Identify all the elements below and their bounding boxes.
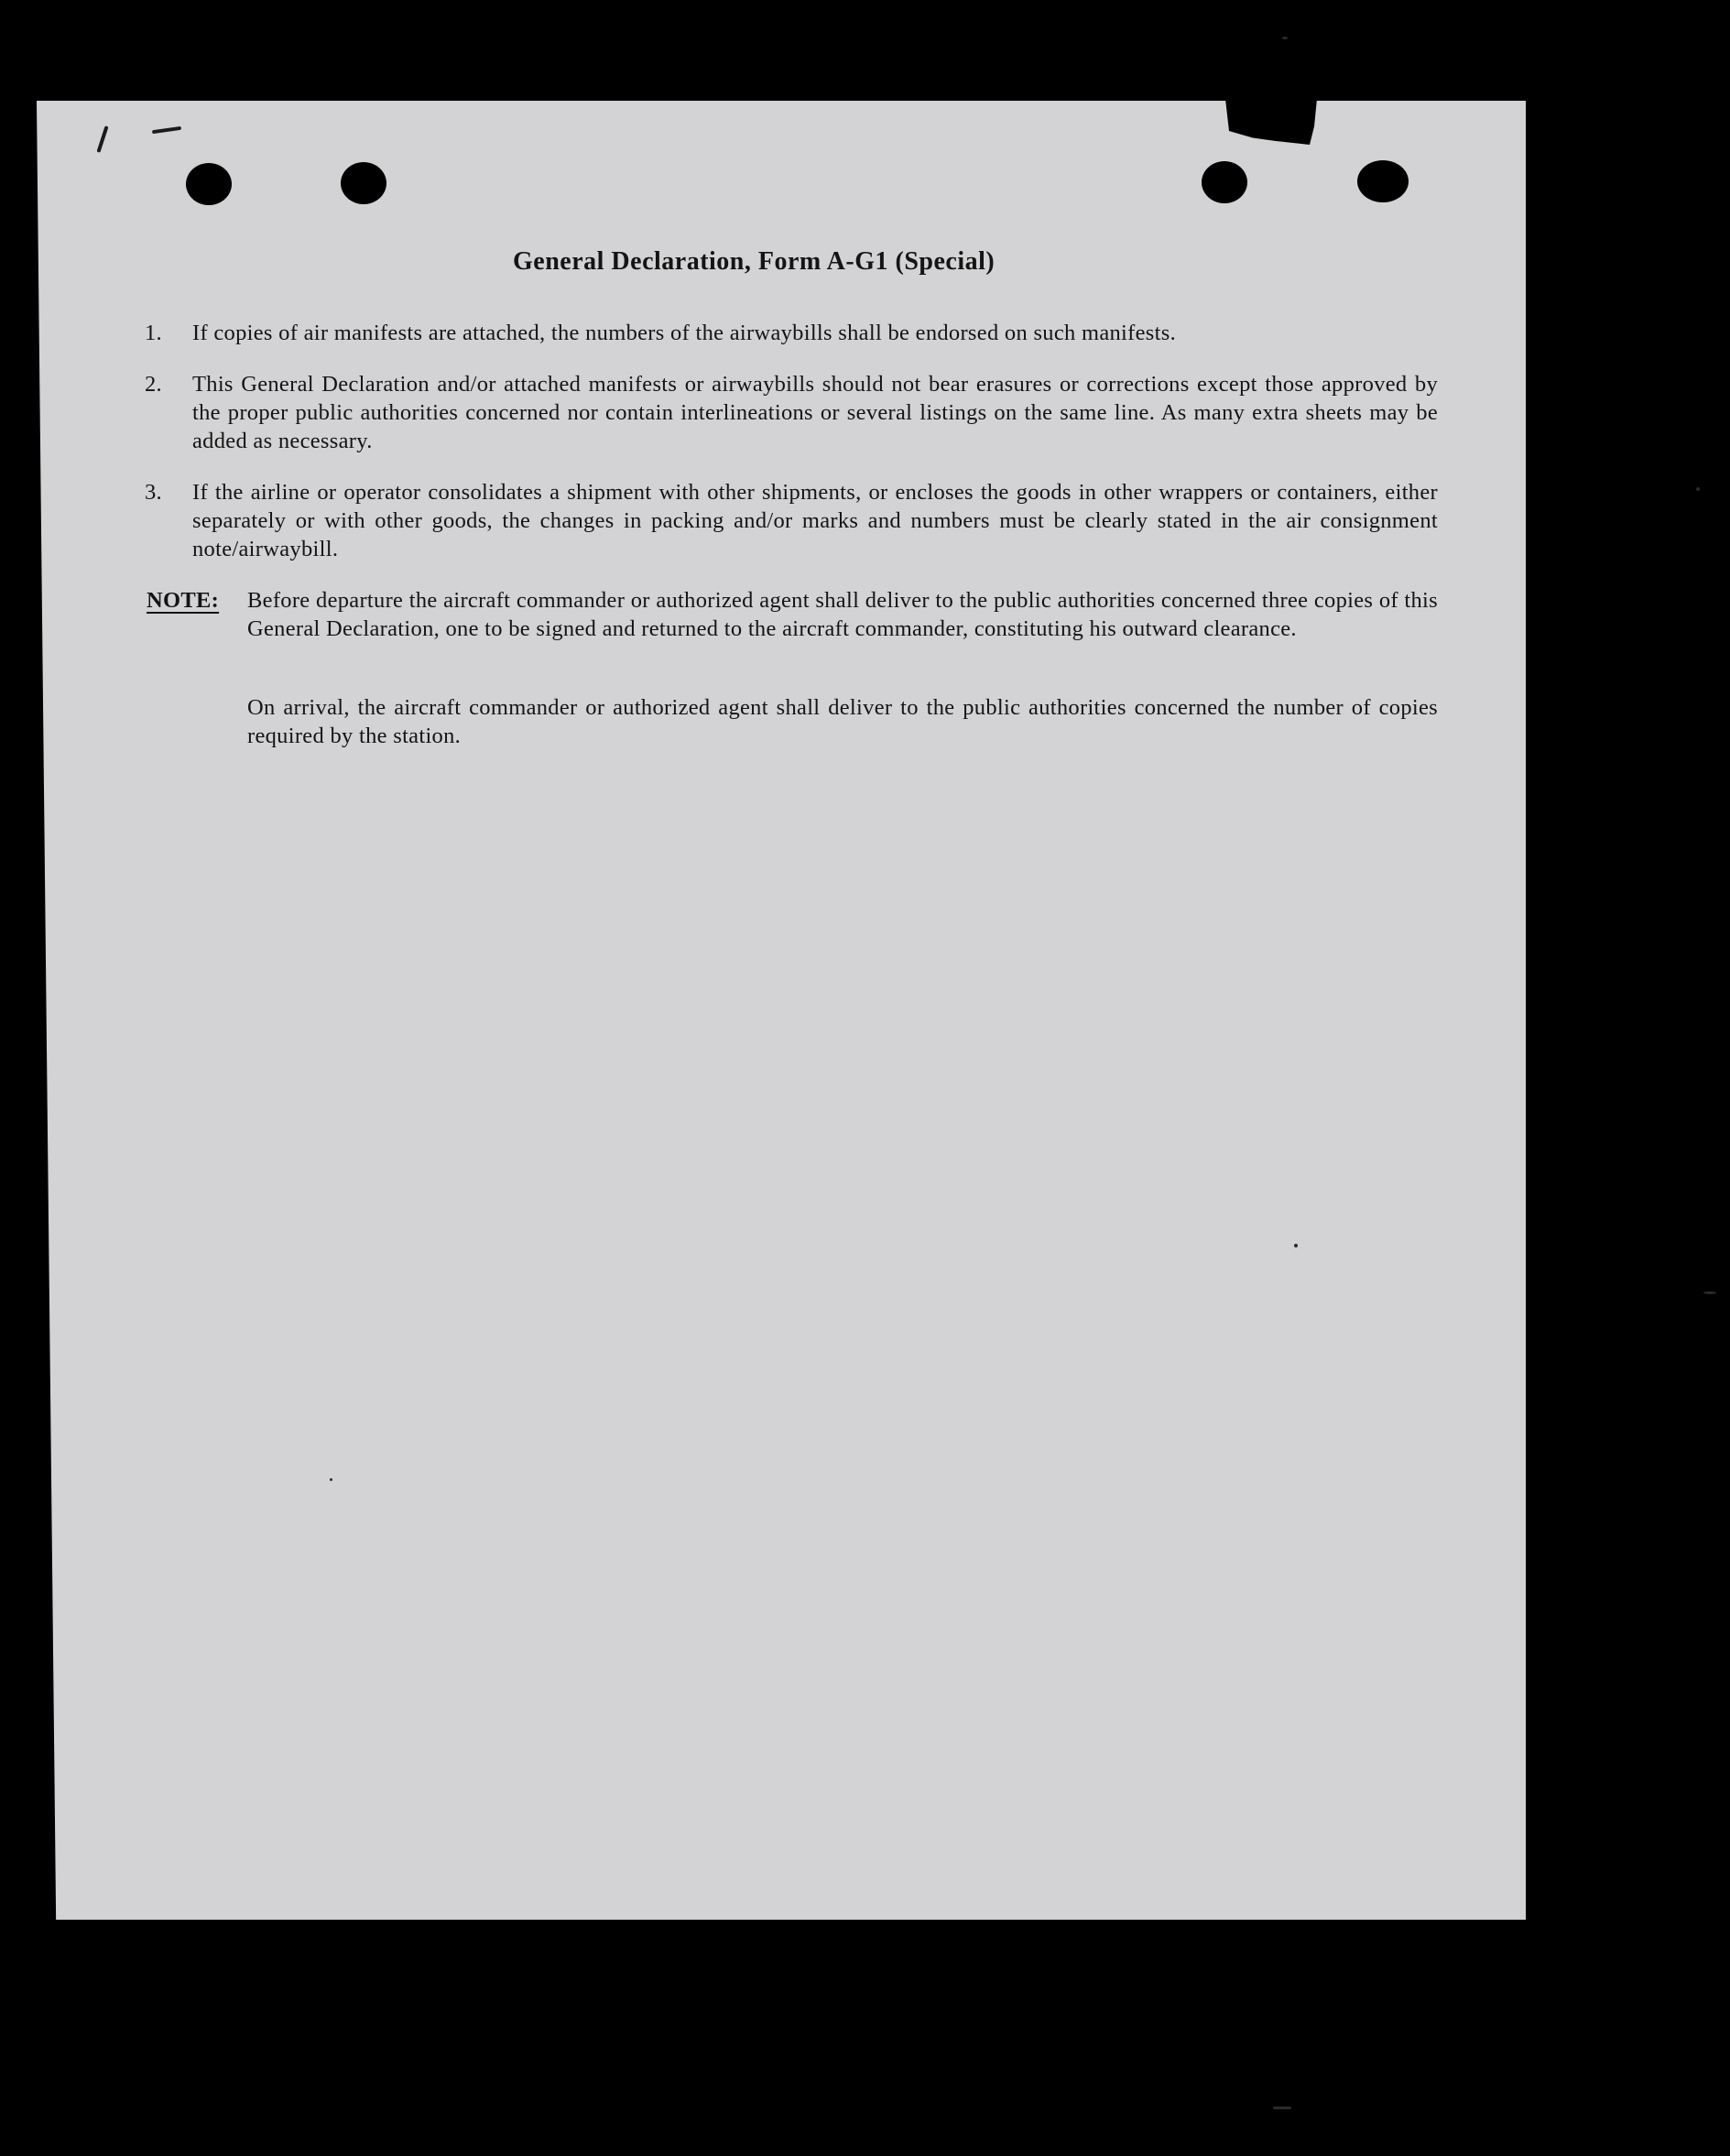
item-number: 2. — [145, 372, 162, 397]
list-item — [137, 319, 1438, 347]
item-number: 1. — [145, 321, 162, 345]
item-number: 3. — [145, 480, 162, 505]
item-text: This General Declaration and/or attached manifests or airwaybills should not bear erasures or corrections except those approved by the proper public authorities concerned nor contain interlineations or several listings on the same line. As many extra sheets may be added as necessary. — [192, 372, 1438, 453]
note-paragraph: On arrival, the aircraft commander or authorized agent shall deliver to the public authorities concerned the number of copies required by the station. — [247, 695, 1438, 748]
note-block — [147, 586, 1438, 643]
note-block — [147, 693, 1438, 750]
list-item — [137, 370, 1438, 455]
list-item — [137, 478, 1438, 563]
item-text: If the airline or operator consolidates a shipment with other shipments, or encloses the goods in other wrappers or containers, either separately or with other goods, the changes in packing and/or marks and numbers must be clearly stated in the air consignment note/airwaybill. — [192, 480, 1438, 561]
note-paragraph: Before departure the aircraft commander or authorized agent shall deliver to the public authorities concerned three copies of this General Declaration, one to be signed and returned to the aircraft commander, constituting his outward clearance. — [247, 588, 1438, 641]
document-title: General Declaration, Form A-G1 (Special) — [513, 247, 996, 276]
item-text: If copies of air manifests are attached, the numbers of the airwaybills shall be endorsed on such manifests. — [192, 321, 1176, 345]
note-label: NOTE: — [147, 588, 220, 613]
